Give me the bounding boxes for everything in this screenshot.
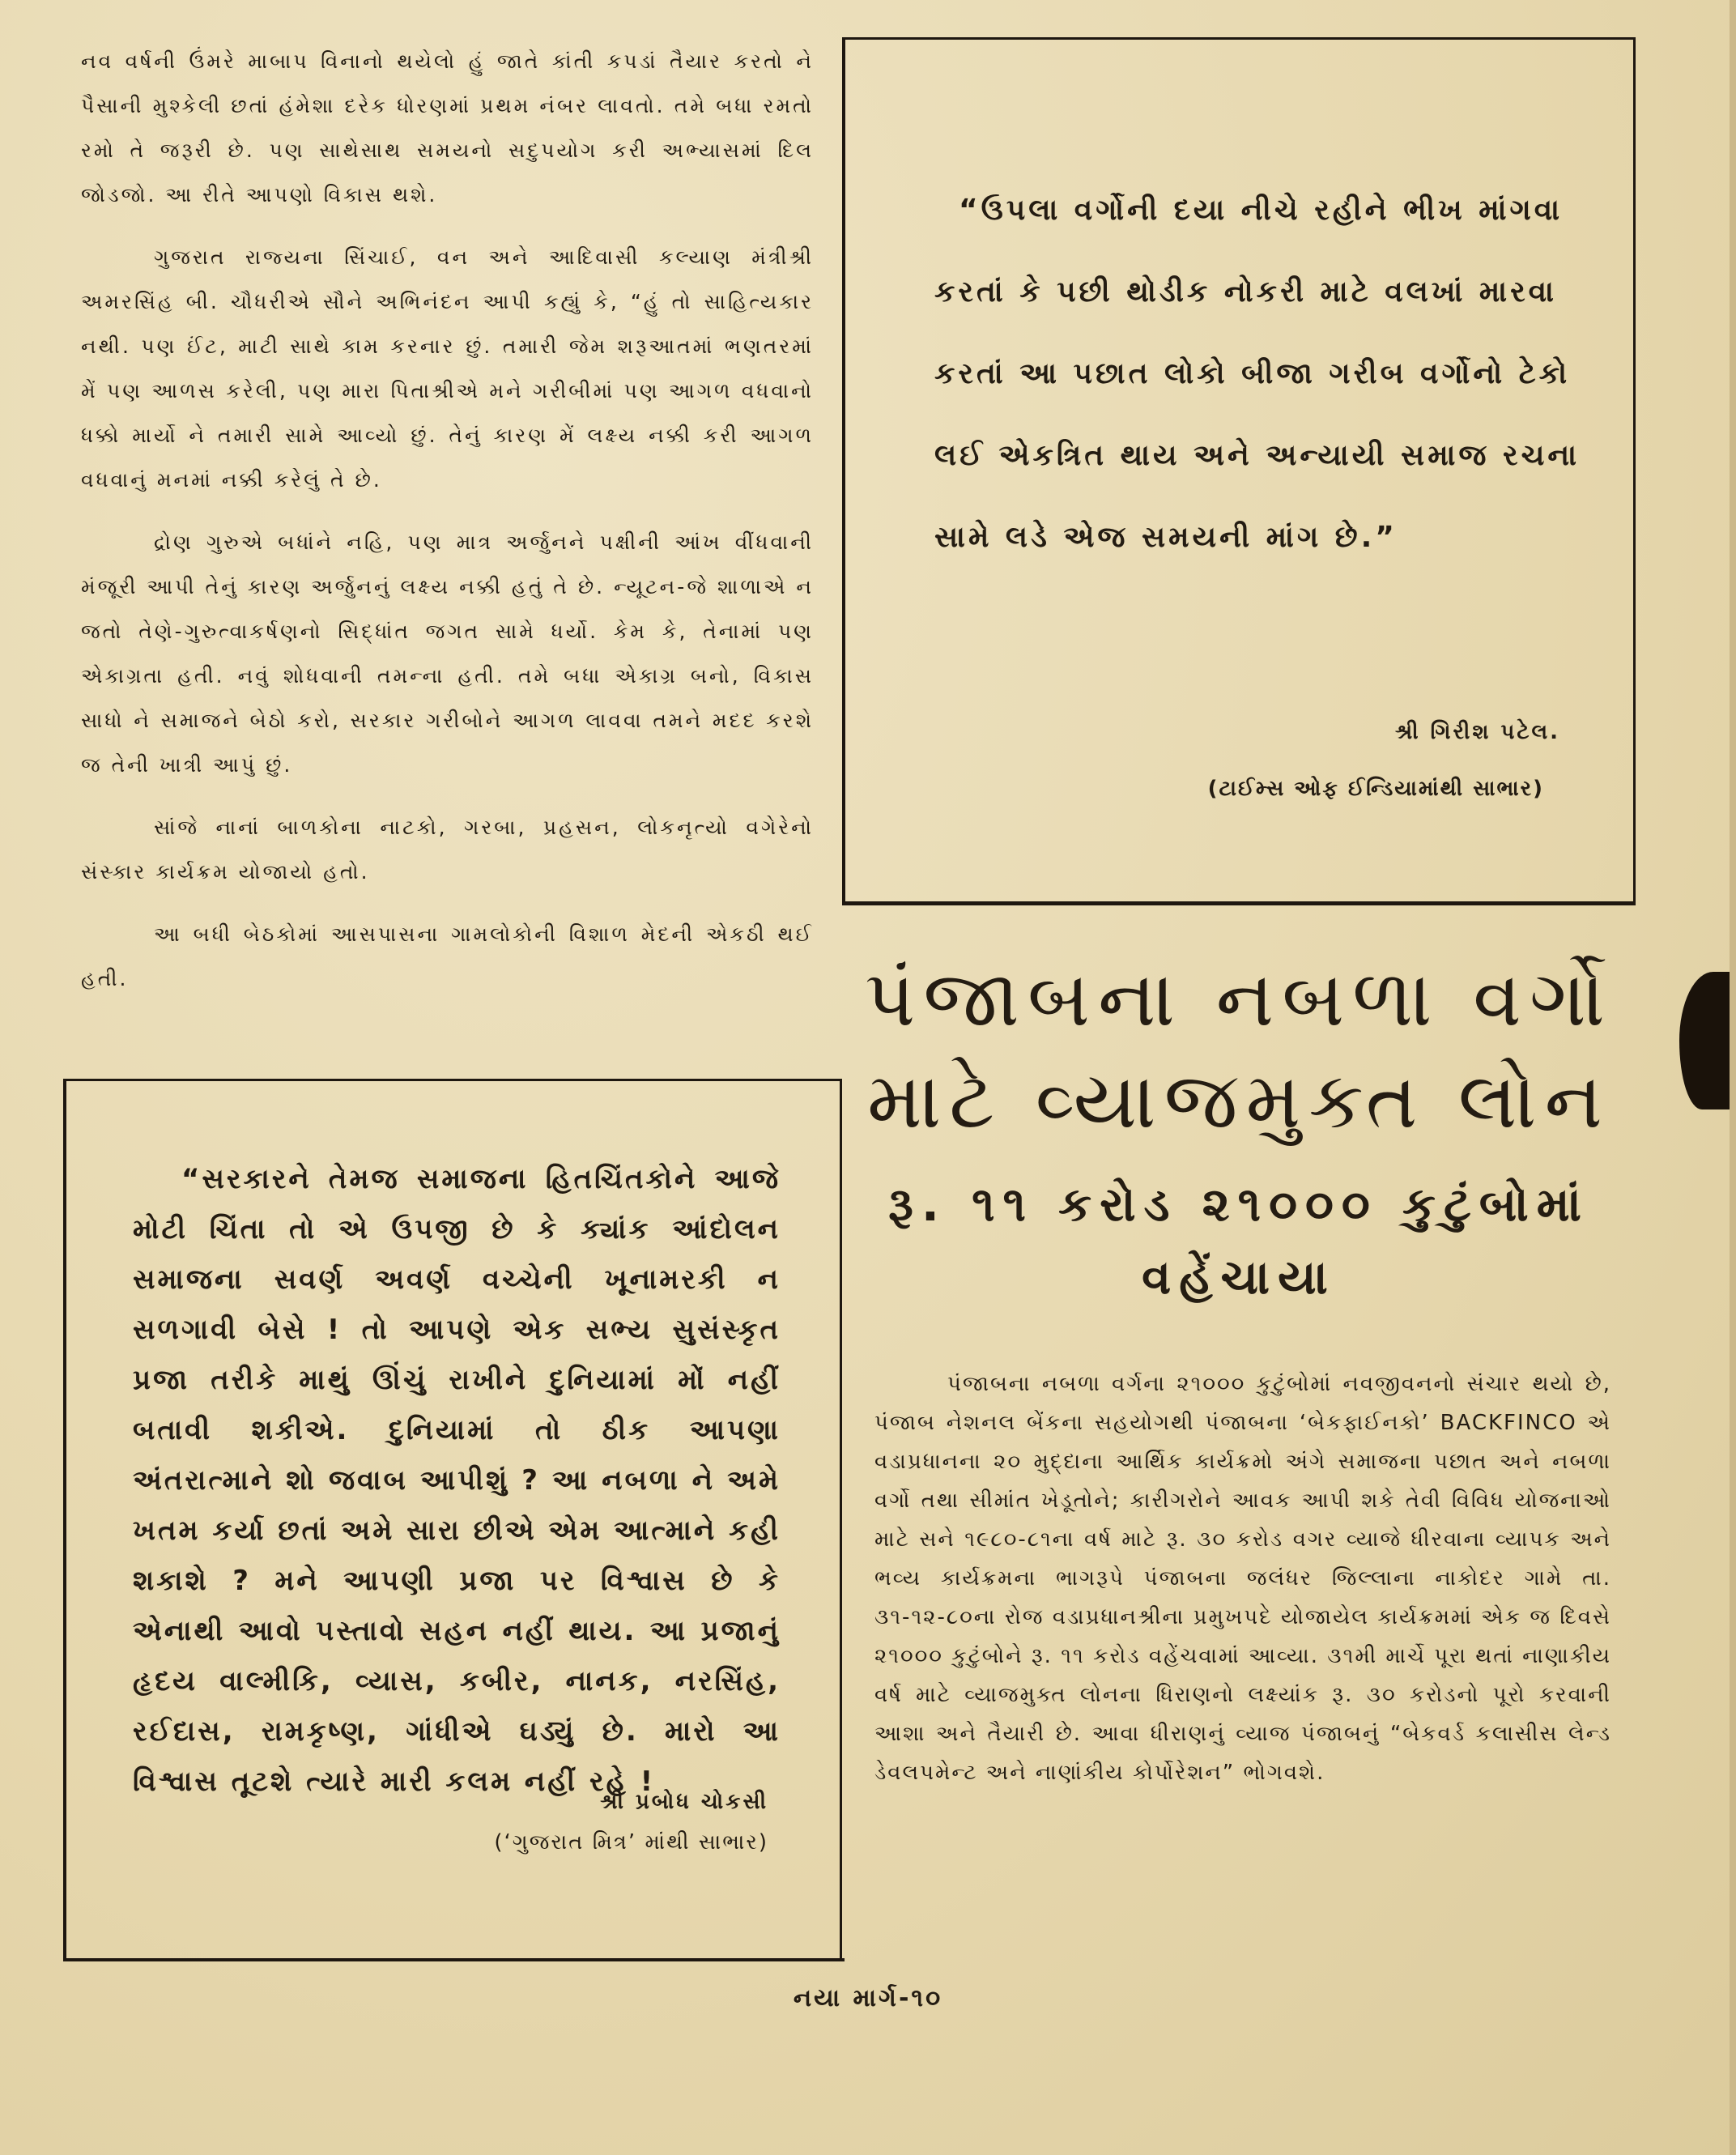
quote-text: “ઉપલા વર્ગોની દયા નીચે રહીને ભીખ માંગવા કરતાં કે પછી થોડીક નોકરી માટે વલખાં મારવા કરતાં આ પછાત લોકો બીજા ગરીબ વર્ગોનો ટેકો લઈ એકત્રિત થાય અને અન્યાયી સમાજ રચના સામે લડે એજ સમયની માંગ છે.” (934, 194, 1581, 554)
headline-line-2: માટે વ્યાજમુક્ત લોન (866, 1055, 1611, 1146)
divider-rule (63, 1958, 845, 1961)
quote-box-girish-patel (842, 37, 1636, 905)
paper-edge (1730, 0, 1736, 2155)
article-headline (850, 948, 1628, 1314)
torn-paper-edge (1679, 972, 1736, 1109)
left-paragraph-3: દ્રોણ ગુરુએ બધાંને નહિ, પણ માત્ર અર્જુનને પક્ષીની આંખ વીંધવાની મંજૂરી આપી તેનું કારણ અર્જુનનું લક્ષ્ય નક્કી હતું તે છે. ન્યૂટન-જે શાળાએ ન જતો તેણે-ગુરુત્વાકર્ષણનો સિદ્ધાંત જગત સામે ધર્યો. કેમ કે, તેનામાં પણ એકાગ્રતા હતી. નવું શોધવાની તમન્ના હતી. તમે બધા એકાગ્ર બનો, વિકાસ સાધો ને સમાજને બેઠો કરો, સરકાર ગરીબોને આગળ લાવવા તમને મદદ કરશે જ તેની ખાત્રી આપું છું. (81, 530, 814, 777)
punjab-loan-article-body: પંજાબના નબળા વર્ગના ૨૧૦૦૦ કુટુંબોમાં નવજીવનનો સંચાર થયો છે, પંજાબ નેશનલ બેંકના સહયોગથી પંજાબના ‘બેકફાઈનકો’ BACKFINCO એ વડાપ્રધાનના ૨૦ મુદ્દાના આર્થિક કાર્યક્રમો અંગે સમાજના પછાત અને નબળા વર્ગો તથા સીમાંત ખેડૂતોને; કારીગરોને આવક આપી શકે તેવી વિવિધ યોજનાઓ માટે સને ૧૯૮૦-૮૧ના વર્ષ માટે રૂ. ૩૦ કરોડ વગર વ્યાજે ધીરવાના વ્યાપક અને ભવ્ય કાર્યક્રમના ભાગરૂપે પંજાબના જલંધર જિલ્લાના નાકોદર ગામે તા. ૩૧-૧૨-૮૦ના રોજ વડાપ્રધાનશ્રીના પ્રમુખપદે યોજાયેલ કાર્યક્રમમાં એક જ દિવસે ૨૧૦૦૦ કુટુંબોને રૂ. ૧૧ કરોડ વહેંચવામાં આવ્યા. ૩૧મી માર્ચે પૂરા થતાં નાણાકીય વર્ષ માટે વ્યાજમુક્ત લોનના ધિરાણનો લક્ષ્યાંક રૂ. ૩૦ કરોડનો પૂરો કરવાની આશા અને તૈયારી છે. આવા ધીરાણનું વ્યાજ પંજાબનું “બેકવર્ડ કલાસીસ લેન્ડ ડેવલપમેન્ટ અને નાણાંકીય કોર્પોરેશન” ભોગવશે. (874, 1372, 1611, 1785)
left-column-article (81, 39, 814, 1019)
left-paragraph-4: સાંજે નાનાં બાળકોના નાટકો, ગરબા, પ્રહસન, લોકનૃત્યો વગેરેનો સંસ્કાર કાર્યક્રમ યોજાયો હતો. (81, 816, 814, 884)
left-paragraph-1: નવ વર્ષની ઉંમરે માબાપ વિનાનો થયેલો હું જાતે કાંતી કપડાં તૈયાર કરતો ને પૈસાની મુશ્કેલી છતાં હંમેશા દરેક ધોરણમાં પ્રથમ નંબર લાવતો. તમે બધા રમતો રમો તે જરૂરી છે. પણ સાથેસાથ સમયનો સદુપયોગ કરી અભ્યાસમાં દિલ જોડજો. આ રીતે આપણો વિકાસ થશે. (81, 49, 814, 207)
quote-box-prabodh-choksi (63, 1079, 842, 1960)
quote-text: “સરકારને તેમજ સમાજના હિતચિંતકોને આજે મોટી ચિંતા તો એ ઉપજી છે કે ક્યાંક આંદોલન સમાજના સવર્ણ અવર્ણ વચ્ચેની ખૂનામરકી ન સળગાવી બેસે ! તો આપણે એક સભ્ય સુસંસ્કૃત પ્રજા તરીકે માથું ઊંચું રાખીને દુનિયામાં મોં નહીં બતાવી શકીએ. દુનિયામાં તો ઠીક આપણા અંતરાત્માને શો જવાબ આપીશું ? આ નબળા ને અમે ખતમ કર્યા છતાં અમે સારા છીએ એમ આત્માને કહી શકાશે ? મને આપણી પ્રજા પર વિશ્વાસ છે કે એનાથી આવો પસ્તાવો સહન નહીં થાય. આ પ્રજાનું હૃદય વાલ્મીકિ, વ્યાસ, કબીર, નાનક, નરસિંહ, રઈદાસ, રામકૃષ્ણ, ગાંધીએ ઘડ્યું છે. મારો આ વિશ્વાસ તૂટશે ત્યારે મારી કલમ નહીં રહે ! (133, 1163, 781, 1798)
quote-source: (‘ગુજરાત મિત્ર’ માંથી સાભાર) (494, 1830, 768, 1855)
headline-subtitle: રૂ. ૧૧ કરોડ ૨૧૦૦૦ કુટુંબોમાં વહેંચાયા (888, 1177, 1589, 1305)
quote-source: (ટાઈમ્સ ઓફ ઈન્ડિયામાંથી સાભાર) (1207, 777, 1544, 801)
quote-author: શ્રી પ્રબોધ ચોકસી (600, 1790, 768, 1814)
left-paragraph-2: ગુજરાત રાજ્યના સિંચાઈ, વન અને આદિવાસી કલ્યાણ મંત્રીશ્રી અમરસિંહ બી. ચૌધરીએ સૌને અભિનંદન આપી કહ્યું કે, “હું તો સાહિત્યકાર નથી. પણ ઈંટ, માટી સાથે કામ કરનાર છું. તમારી જેમ શરૂઆતમાં ભણતરમાં મેં પણ આળસ કરેલી, પણ મારા પિતાશ્રીએ મને ગરીબીમાં પણ આગળ વધવાનો ધક્કો માર્યો ને તમારી સામે આવ્યો છું. તેનું કારણ મેં લક્ષ્ય નક્કી કરી આગળ વધવાનું મનમાં નક્કી કરેલું તે છે. (81, 245, 814, 492)
headline-line-1: પંજાબના નબળા વર્ગો (864, 953, 1614, 1044)
page-footer: નયા માર્ગ-૧૦ (793, 1984, 943, 2012)
left-paragraph-5: આ બધી બેઠકોમાં આસપાસના ગામલોકોની વિશાળ મેદની એકઠી થઈ હતી. (81, 922, 814, 990)
quote-author: શ્રી ગિરીશ પટેલ. (1394, 720, 1560, 744)
